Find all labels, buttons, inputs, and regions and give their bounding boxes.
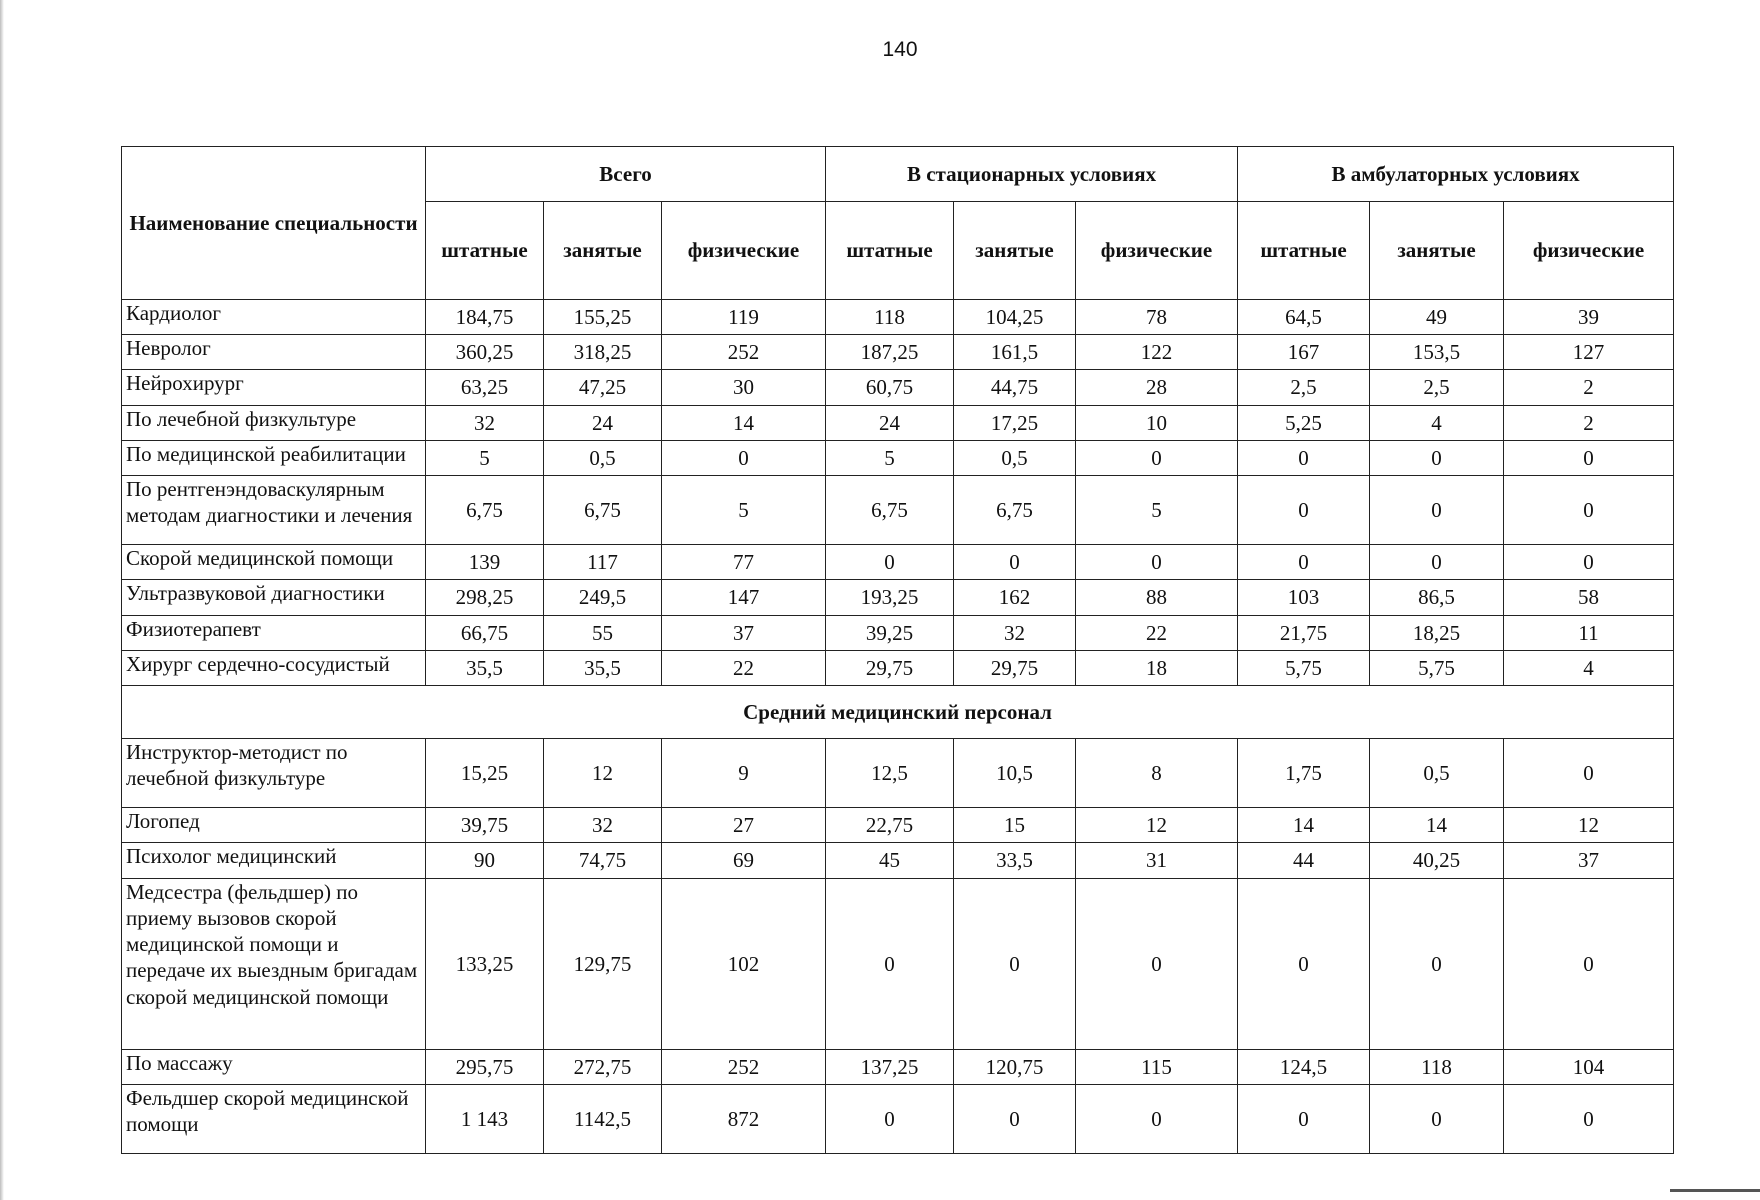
- table-row: [122, 650, 1674, 685]
- table-cell-value: 272,75: [544, 1049, 662, 1084]
- table-cell-value: 118: [1370, 1049, 1504, 1084]
- table-cell-value: 252: [662, 335, 826, 370]
- table-cell-value: 37: [1504, 843, 1674, 878]
- table-row: [122, 440, 1674, 475]
- table-cell-value: 18: [1076, 650, 1238, 685]
- table-cell-value: 153,5: [1370, 335, 1504, 370]
- table-cell-value: 5,75: [1370, 650, 1504, 685]
- table-section-divider: [122, 686, 1674, 739]
- table-cell-value: 0: [954, 545, 1076, 580]
- table-cell-value: 27: [662, 808, 826, 843]
- table-cell-value: 5: [662, 476, 826, 545]
- table-cell-value: 103: [1238, 580, 1370, 615]
- table-row: [122, 808, 1674, 843]
- subcolumn-header: штатные: [426, 202, 544, 300]
- table-row: [122, 1049, 1674, 1084]
- table-cell-value: 360,25: [426, 335, 544, 370]
- table-cell-value: 872: [662, 1084, 826, 1153]
- table-cell-value: 39,75: [426, 808, 544, 843]
- table-row: [122, 580, 1674, 615]
- table-cell-value: 45: [826, 843, 954, 878]
- table-cell-value: 0: [1238, 440, 1370, 475]
- table-row: [122, 878, 1674, 1049]
- table-cell-value: 298,25: [426, 580, 544, 615]
- table-row: [122, 843, 1674, 878]
- table-cell-value: 31: [1076, 843, 1238, 878]
- table-cell-value: 133,25: [426, 878, 544, 1049]
- staffing-table: [121, 146, 1674, 1154]
- table-row: [122, 370, 1674, 405]
- subcolumn-header: занятые: [1370, 202, 1504, 300]
- table-cell-value: 252: [662, 1049, 826, 1084]
- specialty-name: По рентгенэндоваскулярным методам диагностики и лечения: [122, 476, 426, 545]
- table-body-doctors: [122, 300, 1674, 686]
- table-cell-value: 60,75: [826, 370, 954, 405]
- table-cell-value: 28: [1076, 370, 1238, 405]
- table-cell-value: 69: [662, 843, 826, 878]
- table-cell-value: 12: [1076, 808, 1238, 843]
- subcolumn-header: физические: [1504, 202, 1674, 300]
- table-cell-value: 5: [426, 440, 544, 475]
- specialty-name: Психолог медицинский: [122, 843, 426, 878]
- specialty-name: Физиотерапевт: [122, 615, 426, 650]
- table-cell-value: 10,5: [954, 739, 1076, 808]
- table-cell-value: 0: [1370, 1084, 1504, 1153]
- table-cell-value: 14: [662, 405, 826, 440]
- table-cell-value: 0: [954, 1084, 1076, 1153]
- table-cell-value: 47,25: [544, 370, 662, 405]
- table-cell-value: 0: [1370, 476, 1504, 545]
- table-cell-value: 21,75: [1238, 615, 1370, 650]
- table-cell-value: 40,25: [1370, 843, 1504, 878]
- table-cell-value: 167: [1238, 335, 1370, 370]
- table-cell-value: 44,75: [954, 370, 1076, 405]
- table-cell-value: 0: [1370, 545, 1504, 580]
- table-cell-value: 122: [1076, 335, 1238, 370]
- table-cell-value: 5: [826, 440, 954, 475]
- table-cell-value: 0,5: [954, 440, 1076, 475]
- table-cell-value: 88: [1076, 580, 1238, 615]
- subcolumn-header: штатные: [1238, 202, 1370, 300]
- table-cell-value: 39,25: [826, 615, 954, 650]
- table-cell-value: 127: [1504, 335, 1674, 370]
- table-cell-value: 184,75: [426, 300, 544, 335]
- table-cell-value: 12,5: [826, 739, 954, 808]
- scan-edge-line: [1670, 1189, 1760, 1192]
- table-cell-value: 86,5: [1370, 580, 1504, 615]
- table-cell-value: 119: [662, 300, 826, 335]
- table-row: [122, 476, 1674, 545]
- scan-edge-shadow: [0, 0, 4, 1200]
- specialty-name: Ультразвуковой диагностики: [122, 580, 426, 615]
- specialty-name: По массажу: [122, 1049, 426, 1084]
- table-cell-value: 5: [1076, 476, 1238, 545]
- table-cell-value: 118: [826, 300, 954, 335]
- table-cell-value: 0: [1076, 440, 1238, 475]
- table-cell-value: 295,75: [426, 1049, 544, 1084]
- table-cell-value: 0: [1504, 739, 1674, 808]
- column-header-name: Наименование специальности: [122, 147, 426, 300]
- table-cell-value: 124,5: [1238, 1049, 1370, 1084]
- table-cell-value: 8: [1076, 739, 1238, 808]
- specialty-name: Логопед: [122, 808, 426, 843]
- table-cell-value: 33,5: [954, 843, 1076, 878]
- subcolumn-header: штатные: [826, 202, 954, 300]
- table-row: [122, 300, 1674, 335]
- table-cell-value: 0: [1370, 440, 1504, 475]
- table-cell-value: 4: [1370, 405, 1504, 440]
- table-cell-value: 5,75: [1238, 650, 1370, 685]
- table-cell-value: 0: [826, 1084, 954, 1153]
- table-cell-value: 2: [1504, 370, 1674, 405]
- table-cell-value: 115: [1076, 1049, 1238, 1084]
- table-cell-value: 0: [1504, 545, 1674, 580]
- table-cell-value: 66,75: [426, 615, 544, 650]
- table-cell-value: 1142,5: [544, 1084, 662, 1153]
- table-row: [122, 405, 1674, 440]
- table-cell-value: 0: [1504, 1084, 1674, 1153]
- table-cell-value: 6,75: [544, 476, 662, 545]
- table-cell-value: 30: [662, 370, 826, 405]
- table-cell-value: 2: [1504, 405, 1674, 440]
- table-cell-value: 63,25: [426, 370, 544, 405]
- specialty-name: Медсестра (фельдшер) по приему вызовов скорой медицинской помощи и передаче их выездным бригадам скорой медицинской помощи: [122, 878, 426, 1049]
- table-cell-value: 22,75: [826, 808, 954, 843]
- table-cell-value: 32: [544, 808, 662, 843]
- table-cell-value: 24: [826, 405, 954, 440]
- table-row: [122, 545, 1674, 580]
- table-cell-value: 6,75: [826, 476, 954, 545]
- subcolumn-header: физические: [1076, 202, 1238, 300]
- table-row: [122, 739, 1674, 808]
- table-cell-value: 0: [1238, 1084, 1370, 1153]
- table-cell-value: 12: [544, 739, 662, 808]
- table-cell-value: 22: [662, 650, 826, 685]
- specialty-name: По лечебной физкультуре: [122, 405, 426, 440]
- table-cell-value: 2,5: [1238, 370, 1370, 405]
- specialty-name: Фельдшер скорой медицинской помощи: [122, 1084, 426, 1153]
- table-cell-value: 147: [662, 580, 826, 615]
- table-cell-value: 5,25: [1238, 405, 1370, 440]
- table-cell-value: 0: [1370, 878, 1504, 1049]
- table-cell-value: 29,75: [954, 650, 1076, 685]
- section-title: Средний медицинский персонал: [122, 686, 1674, 739]
- table-cell-value: 104,25: [954, 300, 1076, 335]
- group-header-outpatient: В амбулаторных условиях: [1238, 147, 1674, 202]
- table-cell-value: 49: [1370, 300, 1504, 335]
- table-cell-value: 32: [954, 615, 1076, 650]
- table-cell-value: 14: [1370, 808, 1504, 843]
- table-cell-value: 155,25: [544, 300, 662, 335]
- table-cell-value: 0: [1504, 476, 1674, 545]
- table-cell-value: 120,75: [954, 1049, 1076, 1084]
- table-cell-value: 10: [1076, 405, 1238, 440]
- table-cell-value: 29,75: [826, 650, 954, 685]
- table-cell-value: 74,75: [544, 843, 662, 878]
- subcolumn-header: занятые: [954, 202, 1076, 300]
- table-cell-value: 22: [1076, 615, 1238, 650]
- subcolumn-header: физические: [662, 202, 826, 300]
- table-cell-value: 6,75: [426, 476, 544, 545]
- table-cell-value: 32: [426, 405, 544, 440]
- table-cell-value: 0: [662, 440, 826, 475]
- table-cell-value: 1 143: [426, 1084, 544, 1153]
- table-body-mid-staff: [122, 739, 1674, 1154]
- table-cell-value: 15: [954, 808, 1076, 843]
- table-cell-value: 117: [544, 545, 662, 580]
- table-cell-value: 318,25: [544, 335, 662, 370]
- table-cell-value: 0: [1076, 545, 1238, 580]
- specialty-name: По медицинской реабилитации: [122, 440, 426, 475]
- table-cell-value: 14: [1238, 808, 1370, 843]
- section-row: [122, 686, 1674, 739]
- specialty-name: Инструктор-методист по лечебной физкультуре: [122, 739, 426, 808]
- table-cell-value: 39: [1504, 300, 1674, 335]
- table-cell-value: 161,5: [954, 335, 1076, 370]
- table-cell-value: 58: [1504, 580, 1674, 615]
- table-row: [122, 1084, 1674, 1153]
- table-cell-value: 4: [1504, 650, 1674, 685]
- table-cell-value: 35,5: [544, 650, 662, 685]
- table-cell-value: 129,75: [544, 878, 662, 1049]
- table-cell-value: 17,25: [954, 405, 1076, 440]
- table-cell-value: 139: [426, 545, 544, 580]
- table-cell-value: 0: [1238, 476, 1370, 545]
- table-cell-value: 193,25: [826, 580, 954, 615]
- table-cell-value: 0: [1238, 545, 1370, 580]
- table-cell-value: 1,75: [1238, 739, 1370, 808]
- table-cell-value: 11: [1504, 615, 1674, 650]
- table-cell-value: 0: [826, 545, 954, 580]
- table-cell-value: 162: [954, 580, 1076, 615]
- table-cell-value: 0: [1238, 878, 1370, 1049]
- table-row: [122, 615, 1674, 650]
- table-cell-value: 0: [1504, 440, 1674, 475]
- table-cell-value: 2,5: [1370, 370, 1504, 405]
- specialty-name: Невролог: [122, 335, 426, 370]
- group-header-total: Всего: [426, 147, 826, 202]
- table-cell-value: 0: [1076, 1084, 1238, 1153]
- table-cell-value: 0: [1504, 878, 1674, 1049]
- table-cell-value: 35,5: [426, 650, 544, 685]
- table-cell-value: 78: [1076, 300, 1238, 335]
- table-cell-value: 187,25: [826, 335, 954, 370]
- table-cell-value: 137,25: [826, 1049, 954, 1084]
- table-row: [122, 335, 1674, 370]
- table-cell-value: 90: [426, 843, 544, 878]
- table-cell-value: 0: [826, 878, 954, 1049]
- specialty-name: Хирург сердечно-сосудистый: [122, 650, 426, 685]
- table-cell-value: 24: [544, 405, 662, 440]
- table-cell-value: 0,5: [1370, 739, 1504, 808]
- group-header-inpatient: В стационарных условиях: [826, 147, 1238, 202]
- table-cell-value: 18,25: [1370, 615, 1504, 650]
- table-cell-value: 102: [662, 878, 826, 1049]
- table-cell-value: 0: [1076, 878, 1238, 1049]
- table-cell-value: 15,25: [426, 739, 544, 808]
- specialty-name: Кардиолог: [122, 300, 426, 335]
- header-row-groups: [122, 147, 1674, 202]
- table-cell-value: 0: [954, 878, 1076, 1049]
- page-number: 140: [882, 38, 918, 61]
- table-cell-value: 64,5: [1238, 300, 1370, 335]
- table-cell-value: 12: [1504, 808, 1674, 843]
- subcolumn-header: занятые: [544, 202, 662, 300]
- table-cell-value: 0,5: [544, 440, 662, 475]
- table-cell-value: 6,75: [954, 476, 1076, 545]
- table-cell-value: 9: [662, 739, 826, 808]
- table-cell-value: 104: [1504, 1049, 1674, 1084]
- table-cell-value: 37: [662, 615, 826, 650]
- table-cell-value: 249,5: [544, 580, 662, 615]
- specialty-name: Скорой медицинской помощи: [122, 545, 426, 580]
- table-cell-value: 55: [544, 615, 662, 650]
- table-cell-value: 77: [662, 545, 826, 580]
- specialty-name: Нейрохирург: [122, 370, 426, 405]
- table-cell-value: 44: [1238, 843, 1370, 878]
